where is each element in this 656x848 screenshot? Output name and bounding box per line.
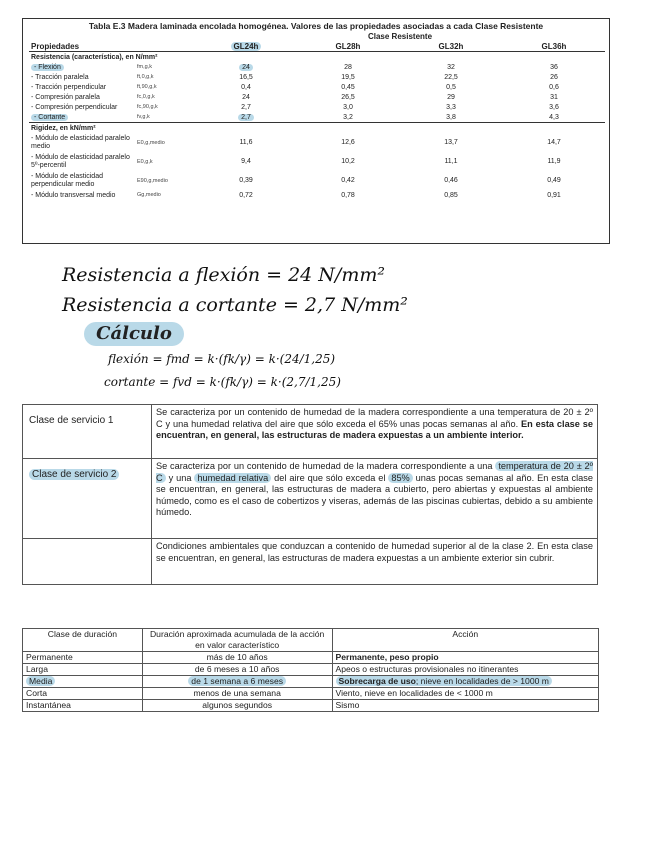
- table-row: Media de 1 semana a 6 meses Sobrecarga de uso; nieve en localidades de > 1000 m: [23, 676, 599, 688]
- service-class-table: [22, 404, 598, 585]
- section-stiffness: Rigidez, en kN/mm²: [29, 123, 605, 134]
- service-class-description: Condiciones ambientales que conduzcan a contenido de humedad superior al de la clase 2. En esta clase se encuentran, en general, las estructuras de madera expuestas a un ambiente exterior sin cubrir.: [152, 539, 598, 585]
- table-row: - Módulo de elasticidad paralelo 5º-percentil E0,g,k 9,4 10,2 11,1 11,9: [31, 153, 561, 169]
- table-e3-title: Tabla E.3 Madera laminada encolada homogénea. Valores de las propiedades asociadas a cada Clase Resistente: [88, 21, 544, 31]
- class-header: GL36h: [541, 41, 567, 51]
- col-header: Duración aproximada acumulada de la acción en valor característico: [142, 629, 332, 652]
- calc-heading: Cálculo: [84, 322, 184, 346]
- table-row: Permanente más de 10 años Permanente, peso propio: [23, 652, 599, 664]
- service-class-description: Se caracteriza por un contenido de humedad de la madera correspondiente a una temperatura de 20 ± 2º C y una humedad relativa del aire que sólo exceda el 65% unas pocas semanas al año. En esta clase se encuentran, en general, las estructuras de madera expuestas a un ambiente interior.: [152, 405, 598, 459]
- col-header-properties: [29, 31, 135, 41]
- formula-flexion: flexión = fmd = k·(fk/γ) = k·(24/1,25): [108, 352, 336, 366]
- table-row: Corta menos de una semana Viento, nieve en localidades de < 1000 m: [23, 688, 599, 700]
- service-class-label: [23, 539, 152, 585]
- table-row: - Módulo de elasticidad perpendicular medio E90,g,medio 0,39 0,42 0,46 0,49: [31, 172, 561, 188]
- section-resistance: Resistencia (característica), en N/mm²: [29, 52, 605, 63]
- note-resistance-shear: Resistencia a cortante = 2,7 N/mm²: [62, 294, 408, 316]
- col-header: Acción: [332, 629, 599, 652]
- class-header: GL32h: [438, 41, 464, 51]
- formula-shear: cortante = fvd = k·(fk/γ) = k·(2,7/1,25): [104, 375, 341, 389]
- table-e3-grid: [29, 31, 605, 200]
- table-row: - Compresión perpendicular fc,90,g,k 2,7 3,0 3,3 3,6: [31, 103, 559, 111]
- table-row: - Módulo de elasticidad paralelo medio E0,g,medio 11,6 12,6 13,7 14,7: [31, 134, 561, 150]
- table-row: [23, 539, 598, 585]
- table-row: - Tracción perpendicular ft,90,g,k 0,4 0,45 0,5 0,6: [31, 83, 559, 91]
- table-row: [23, 459, 598, 539]
- col-header-properties-label: Propiedades: [31, 41, 80, 51]
- table-e3: [22, 18, 610, 244]
- duration-class-table: [22, 628, 599, 712]
- table-row: - Flexión fm,g,k 24 28 32 36: [29, 62, 605, 72]
- col-header-group: Clase Resistente: [367, 31, 433, 41]
- service-class-label: Clase de servicio 1: [23, 405, 152, 459]
- table-row: - Cortante fv,g,k 2,7 3,2 3,8 4,3: [29, 112, 605, 123]
- table-row: Larga de 6 meses a 10 años Apeos o estructuras provisionales no itinerantes: [23, 664, 599, 676]
- table-row: - Módulo transversal medio Gg,medio 0,72 0,78 0,85 0,91: [31, 191, 561, 199]
- table-row: - Tracción paralela ft,0,g,k 16,5 19,5 22,5 26: [31, 73, 558, 81]
- table-row: - Compresión paralela fc,0,g,k 24 26,5 29 31: [31, 93, 558, 101]
- col-header: Clase de duración: [23, 629, 143, 652]
- note-resistance-flexion: Resistencia a flexión = 24 N/mm²: [62, 264, 385, 286]
- table-header-row: [23, 629, 599, 652]
- service-class-label: Clase de servicio 2: [29, 469, 119, 480]
- service-class-description: Se caracteriza por un contenido de humedad de la madera correspondiente a una temperatura de 20 ± 2º C y una humedad relativa del aire que sólo exceda el 85% unas pocas semanas al año. En esta clase se encuentran, en general, las estructuras de madera a cubierto, pero abiertas y expuestas al ambiente húmedo, como es el caso de cobertizos y viseras, además de las piscinas cubiertas, debido a su ambiente húmedo.: [152, 459, 598, 539]
- class-header: GL24h: [231, 42, 262, 51]
- table-row: Instantánea algunos segundos Sismo: [23, 700, 599, 712]
- class-header: GL28h: [335, 41, 361, 51]
- table-row: [23, 405, 598, 459]
